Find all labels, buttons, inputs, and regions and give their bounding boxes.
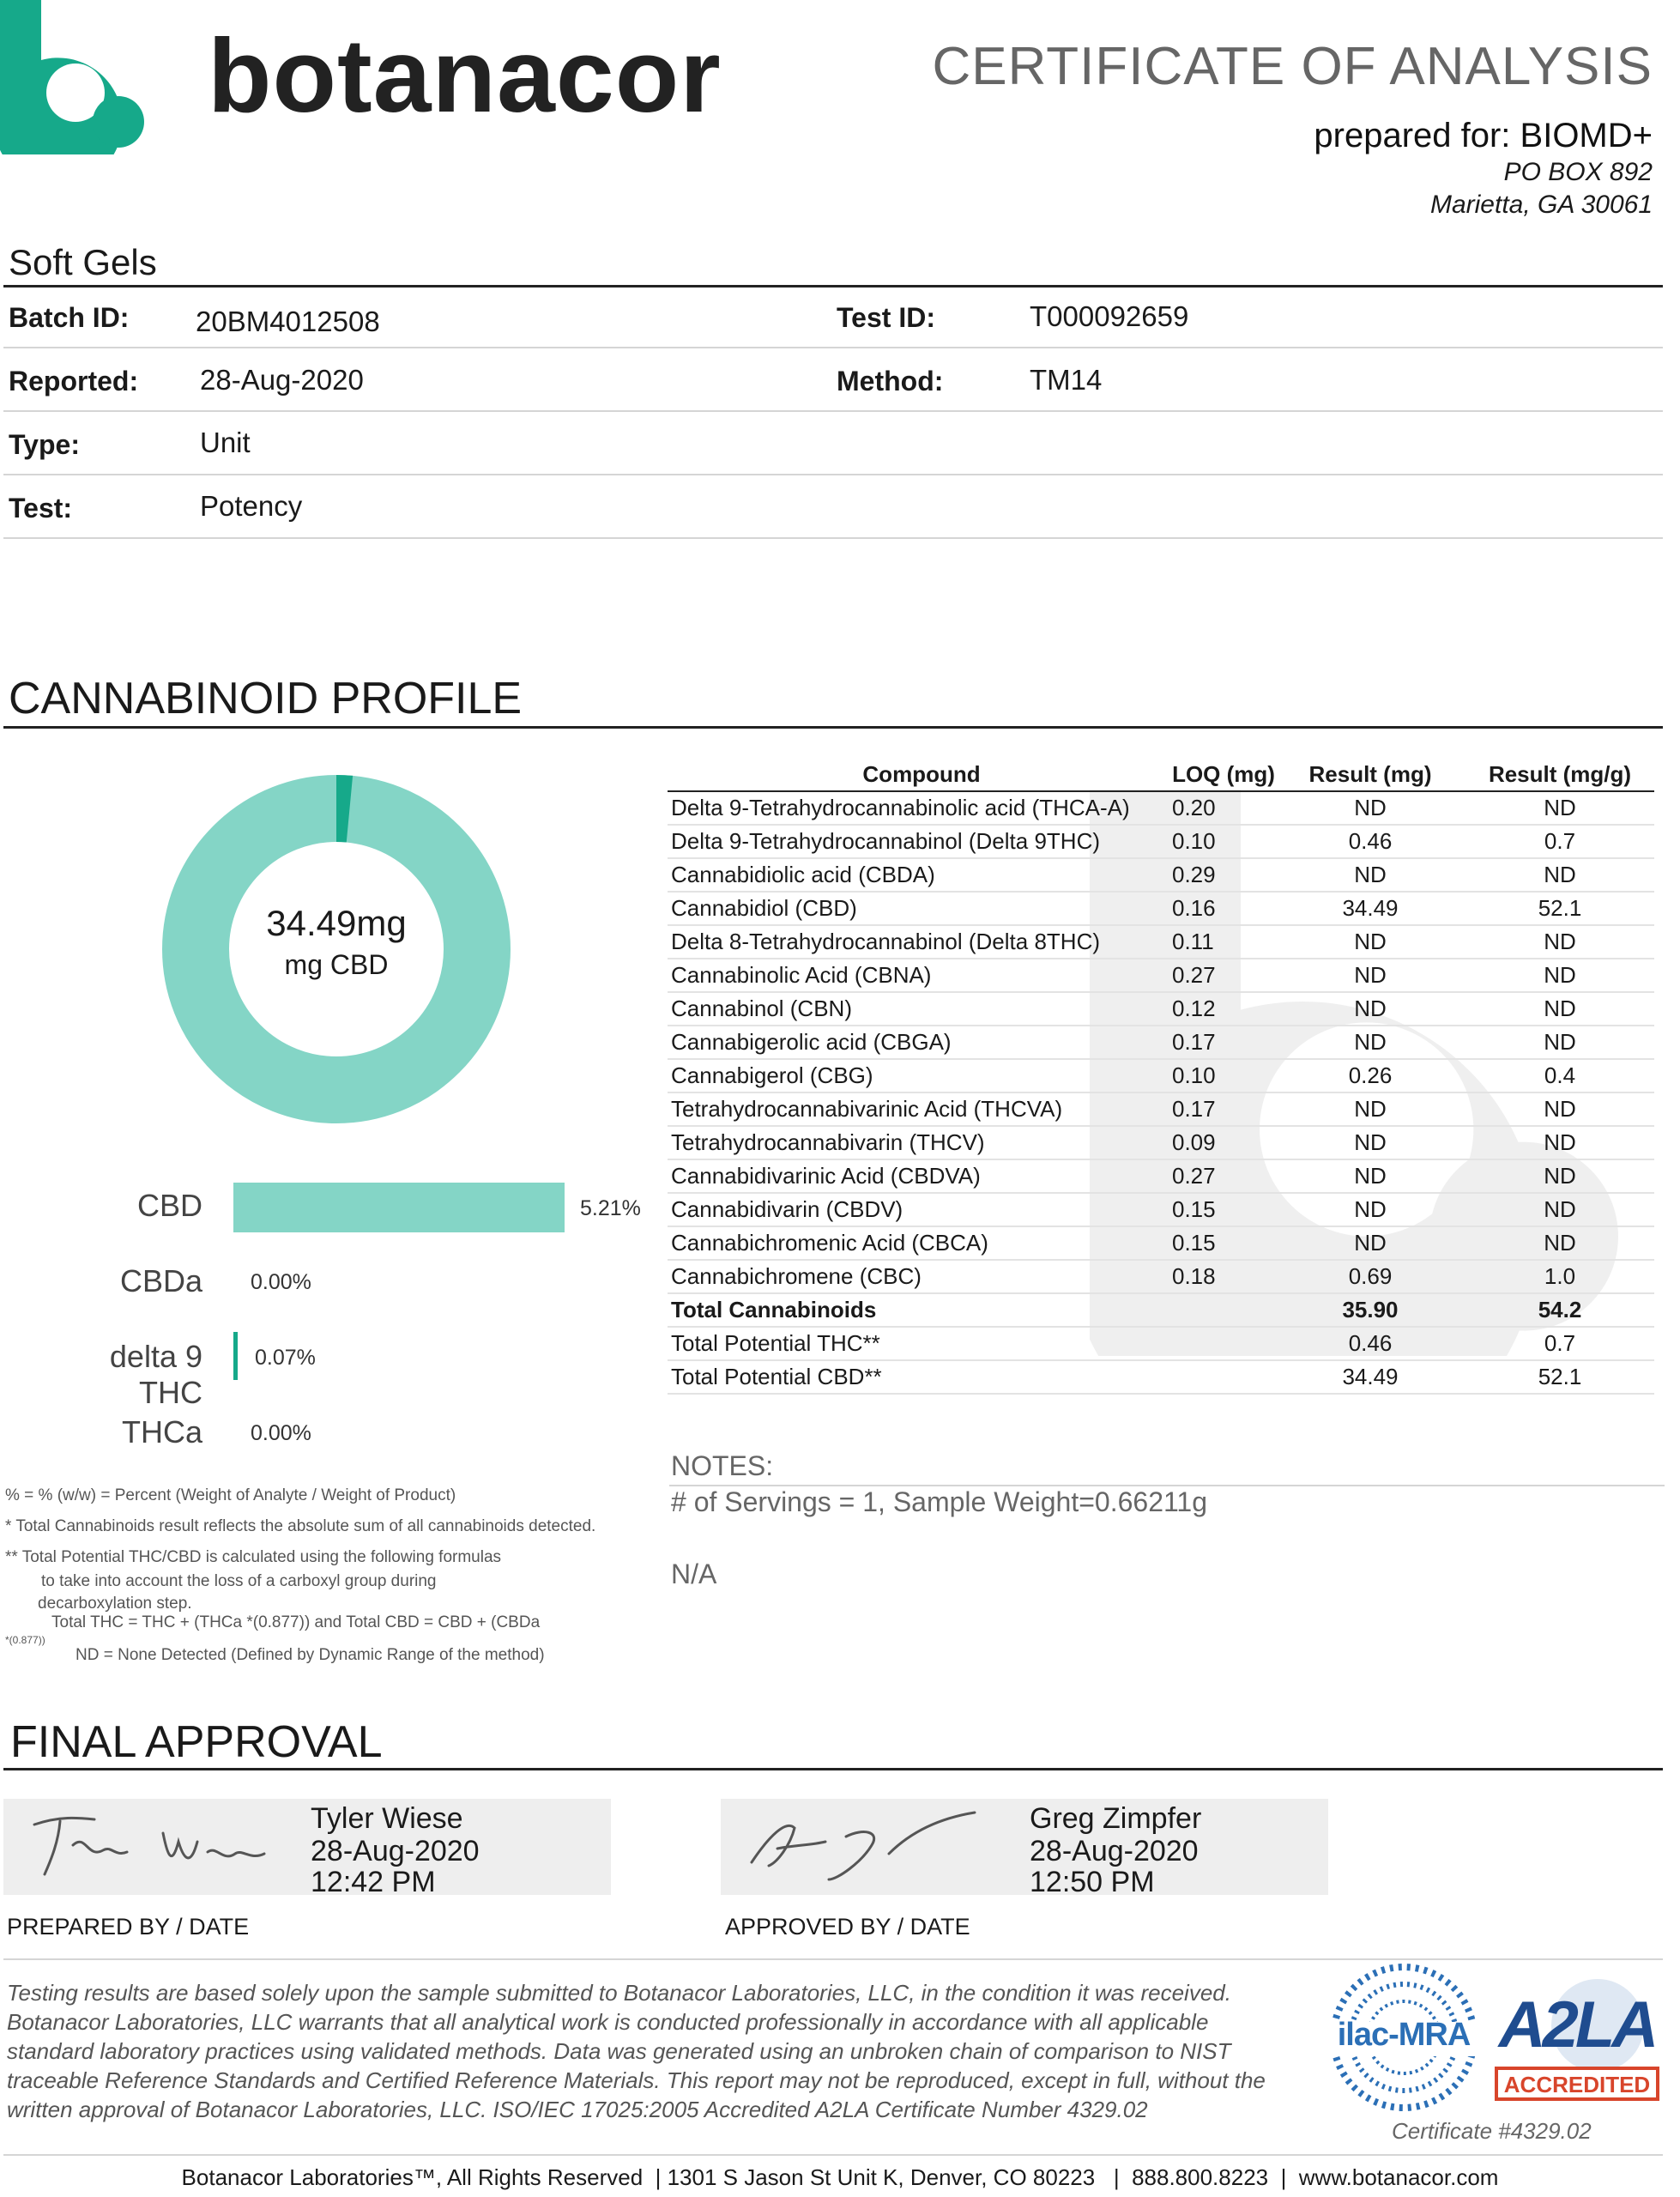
- footnote-formula-cont: *(0.877)): [5, 1634, 45, 1646]
- result-mg: ND: [1275, 1193, 1465, 1226]
- approved-name: Greg Zimpfer: [1030, 1802, 1202, 1835]
- table-row: [668, 1092, 1654, 1126]
- prepared-for: prepared for: BIOMD+: [1314, 117, 1653, 154]
- bar-value-cbd: 5.21%: [580, 1196, 641, 1220]
- result-mgg: 0.7: [1465, 825, 1654, 858]
- compound-table: [668, 759, 1654, 1294]
- total-row: [668, 1294, 1654, 1327]
- approved-date: 28-Aug-2020: [1030, 1835, 1199, 1867]
- result-mgg: ND: [1465, 1226, 1654, 1260]
- result-mg: ND: [1275, 1026, 1465, 1059]
- table-row: [668, 791, 1654, 825]
- table-row: [668, 892, 1654, 925]
- type-label: Type:: [9, 429, 80, 460]
- table-row: [668, 858, 1654, 892]
- result-mg: 34.49: [1275, 892, 1465, 925]
- compound-name: Cannabigerol (CBG): [668, 1059, 1172, 1092]
- approved-time: 12:50 PM: [1030, 1866, 1155, 1898]
- accredited-text: ACCREDITED: [1503, 2072, 1651, 2097]
- table-row: [668, 1159, 1654, 1193]
- approved-caption: APPROVED BY / DATE: [725, 1914, 970, 1940]
- final-approval-title: FINAL APPROVAL: [10, 1717, 383, 1767]
- table-row: [668, 959, 1654, 992]
- bar-label-cbd: CBD: [136, 1188, 202, 1223]
- total-result-mgg: 52.1: [1465, 1360, 1654, 1394]
- loq-value: 0.27: [1172, 959, 1275, 992]
- table-row: [668, 1226, 1654, 1260]
- loq-value: 0.10: [1172, 825, 1275, 858]
- disclaimer: [7, 1978, 1311, 2124]
- compound-name: Cannabidivarin (CBDV): [668, 1193, 1172, 1226]
- loq-value: 0.17: [1172, 1092, 1275, 1126]
- loq-value: 0.11: [1172, 925, 1275, 959]
- result-mg: ND: [1275, 992, 1465, 1026]
- footnote-nd: ND = None Detected (Defined by Dynamic Range of the method): [76, 1646, 545, 1664]
- table-row: [668, 1260, 1654, 1293]
- test-value: Potency: [200, 490, 303, 522]
- reported-label: Reported:: [9, 366, 139, 396]
- table-row: [668, 992, 1654, 1026]
- loq-value: 0.27: [1172, 1159, 1275, 1193]
- table-header-row: [668, 759, 1654, 791]
- bar-label-thca: THCa: [121, 1414, 202, 1450]
- bar-cbd: [233, 1183, 565, 1232]
- table-row: [668, 1193, 1654, 1226]
- bar-label-delta9thc: delta 9 THC: [109, 1339, 202, 1410]
- test-id-label: Test ID:: [837, 302, 935, 333]
- result-mgg: ND: [1465, 858, 1654, 892]
- compound-name: Tetrahydrocannabivarinic Acid (THCVA): [668, 1092, 1172, 1126]
- table-row: [668, 1059, 1654, 1092]
- total-row: [668, 1360, 1654, 1394]
- loq-value: 0.12: [1172, 992, 1275, 1026]
- footnote-formula: Total THC = THC + (THCa *(0.877)) and Total CBD = CBD + (CBDa: [51, 1613, 541, 1631]
- footnote-carboxyl: to take into account the loss of a carboxyl group during: [41, 1572, 437, 1590]
- ilac-mra-text: ilac-MRA: [1337, 2017, 1471, 2053]
- result-mg: ND: [1275, 1226, 1465, 1260]
- bar-value-cbda: 0.00%: [251, 1270, 311, 1294]
- loq-value: 0.29: [1172, 858, 1275, 892]
- compound-name: Cannabinol (CBN): [668, 992, 1172, 1026]
- method-value: TM14: [1030, 364, 1103, 396]
- result-mg: 0.46: [1275, 825, 1465, 858]
- cannabinoid-profile-title: CANNABINOID PROFILE: [9, 674, 523, 723]
- result-mg: 0.26: [1275, 1059, 1465, 1092]
- total-result-mgg: 54.2: [1465, 1294, 1654, 1327]
- result-mg: 0.69: [1275, 1260, 1465, 1293]
- address-line1: PO BOX 892: [1503, 158, 1653, 186]
- disclaimer-line: traceable Reference Standards and Certified Reference Materials. This report may not be reproduced, except in full, without the: [7, 2067, 1266, 2093]
- result-mgg: ND: [1465, 1026, 1654, 1059]
- result-mgg: 1.0: [1465, 1260, 1654, 1293]
- result-mgg: ND: [1465, 1126, 1654, 1159]
- loq-value: 0.09: [1172, 1126, 1275, 1159]
- total-result-mg: 34.49: [1275, 1360, 1465, 1394]
- result-mg: ND: [1275, 1126, 1465, 1159]
- table-row: [668, 1126, 1654, 1159]
- compound-name: Tetrahydrocannabivarin (THCV): [668, 1126, 1172, 1159]
- result-mg: ND: [1275, 959, 1465, 992]
- header-result-mgg: Result (mg/g): [1465, 759, 1654, 791]
- bar-delta9thc: [233, 1332, 238, 1380]
- notes-line2: N/A: [671, 1558, 717, 1589]
- result-mg: ND: [1275, 925, 1465, 959]
- disclaimer-line: Testing results are based solely upon the sample submitted to Botanacor Laboratories, LLC, in the condition it was received.: [7, 1980, 1231, 2006]
- prepared-caption: PREPARED BY / DATE: [7, 1914, 250, 1940]
- bar-value-thca: 0.00%: [251, 1421, 311, 1445]
- logo-wordmark: botanacor: [208, 17, 722, 134]
- type-value: Unit: [200, 427, 251, 458]
- result-mgg: ND: [1465, 1159, 1654, 1193]
- total-result-mg: 35.90: [1275, 1294, 1465, 1327]
- compound-name: Cannabigerolic acid (CBGA): [668, 1026, 1172, 1059]
- header-loq: LOQ (mg): [1172, 759, 1275, 791]
- table-row: [668, 825, 1654, 858]
- total-result-mgg: 0.7: [1465, 1327, 1654, 1360]
- result-mg: ND: [1275, 858, 1465, 892]
- total-label: Total Cannabinoids: [668, 1294, 1172, 1327]
- test-label: Test:: [9, 493, 73, 524]
- disclaimer-line: Botanacor Laboratories, LLC warrants that all analytical work is conducted professionally in accordance with all applicable: [7, 2009, 1209, 2035]
- compound-name: Delta 9-Tetrahydrocannabinol (Delta 9THC): [668, 825, 1172, 858]
- product-name: Soft Gels: [9, 242, 157, 282]
- prepared-time: 12:42 PM: [311, 1866, 436, 1898]
- loq-value: 0.15: [1172, 1226, 1275, 1260]
- result-mgg: ND: [1465, 992, 1654, 1026]
- prepared-signature-icon: [26, 1807, 275, 1886]
- address-line2: Marietta, GA 30061: [1429, 191, 1653, 219]
- loq-value: 0.16: [1172, 892, 1275, 925]
- table-row: [668, 1026, 1654, 1059]
- result-mgg: ND: [1465, 791, 1654, 825]
- test-id-value: T000092659: [1030, 300, 1189, 332]
- loq-value: 0.15: [1172, 1193, 1275, 1226]
- result-mgg: ND: [1465, 959, 1654, 992]
- disclaimer-line: written approval of Botanacor Laboratories, LLC. ISO/IEC 17025:2005 Accredited A2LA Certificate Number 4329.02: [7, 2097, 1148, 2122]
- header-compound: Compound: [668, 759, 1172, 791]
- footnote-decarboxylation: decarboxylation step.: [38, 1595, 192, 1613]
- result-mg: ND: [1275, 1092, 1465, 1126]
- loq-value: 0.17: [1172, 1026, 1275, 1059]
- total-result-mg: 0.46: [1275, 1327, 1465, 1360]
- donut-accent-slice: [336, 808, 349, 809]
- compound-name: Cannabichromene (CBC): [668, 1260, 1172, 1293]
- notes-line1: # of Servings = 1, Sample Weight=0.66211g: [671, 1486, 1207, 1517]
- result-mgg: 52.1: [1465, 892, 1654, 925]
- footer-text: Botanacor Laboratories™, All Rights Reserved | 1301 S Jason St Unit K, Denver, CO 80223 | 888.800.8223 | www.botanacor.com: [181, 2164, 1499, 2190]
- footnote-total-potential: ** Total Potential THC/CBD is calculated using the following formulas: [5, 1548, 502, 1566]
- result-mgg: ND: [1465, 1193, 1654, 1226]
- footnote-total-cannabinoids: * Total Cannabinoids result reflects the absolute sum of all cannabinoids detected.: [5, 1517, 596, 1535]
- total-label: Total Potential CBD**: [668, 1360, 1172, 1394]
- loq-value: 0.10: [1172, 1059, 1275, 1092]
- table-row: [668, 925, 1654, 959]
- prepared-date: 28-Aug-2020: [311, 1835, 480, 1867]
- donut-center-label: mg CBD: [284, 949, 389, 980]
- footnote-percent: % = % (w/w) = Percent (Weight of Analyte / Weight of Product): [5, 1486, 456, 1504]
- certificate-number: Certificate #4329.02: [1392, 2118, 1592, 2144]
- result-mgg: ND: [1465, 925, 1654, 959]
- compound-name: Cannabinolic Acid (CBNA): [668, 959, 1172, 992]
- result-mgg: 0.4: [1465, 1059, 1654, 1092]
- notes-title: NOTES:: [671, 1450, 774, 1481]
- loq-value: 0.20: [1172, 791, 1275, 825]
- loq-value: 0.18: [1172, 1260, 1275, 1293]
- compound-name: Cannabidiol (CBD): [668, 892, 1172, 925]
- totals-table: [668, 1294, 1654, 1395]
- result-mgg: ND: [1465, 1092, 1654, 1126]
- compound-name: Cannabichromenic Acid (CBCA): [668, 1226, 1172, 1260]
- a2la-text: A2LA: [1498, 1988, 1656, 2061]
- batch-id-value: 20BM4012508: [196, 306, 380, 337]
- batch-id-label: Batch ID:: [9, 302, 130, 333]
- header-result-mg: Result (mg): [1275, 759, 1465, 791]
- compound-name: Delta 9-Tetrahydrocannabinolic acid (THCA-A): [668, 791, 1172, 825]
- total-label: Total Potential THC**: [668, 1327, 1172, 1360]
- donut-center-value: 34.49mg: [266, 903, 407, 943]
- bar-label-cbda: CBDa: [119, 1263, 202, 1298]
- total-row: [668, 1327, 1654, 1360]
- prepared-name: Tyler Wiese: [311, 1802, 463, 1835]
- result-mg: ND: [1275, 791, 1465, 825]
- document-title: CERTIFICATE OF ANALYSIS: [932, 37, 1653, 96]
- reported-value: 28-Aug-2020: [200, 364, 364, 396]
- approved-signature-icon: [743, 1811, 992, 1890]
- compound-name: Cannabidivarinic Acid (CBDVA): [668, 1159, 1172, 1193]
- method-label: Method:: [837, 366, 944, 396]
- bar-value-delta9thc: 0.07%: [255, 1346, 316, 1370]
- disclaimer-line: standard laboratory practices using validated methods. Data was generated using an unbroken chain of comparison to NIST: [7, 2038, 1231, 2064]
- result-mg: ND: [1275, 1159, 1465, 1193]
- botanacor-logo-icon: [0, 0, 154, 154]
- compound-name: Cannabidiolic acid (CBDA): [668, 858, 1172, 892]
- compound-name: Delta 8-Tetrahydrocannabinol (Delta 8THC): [668, 925, 1172, 959]
